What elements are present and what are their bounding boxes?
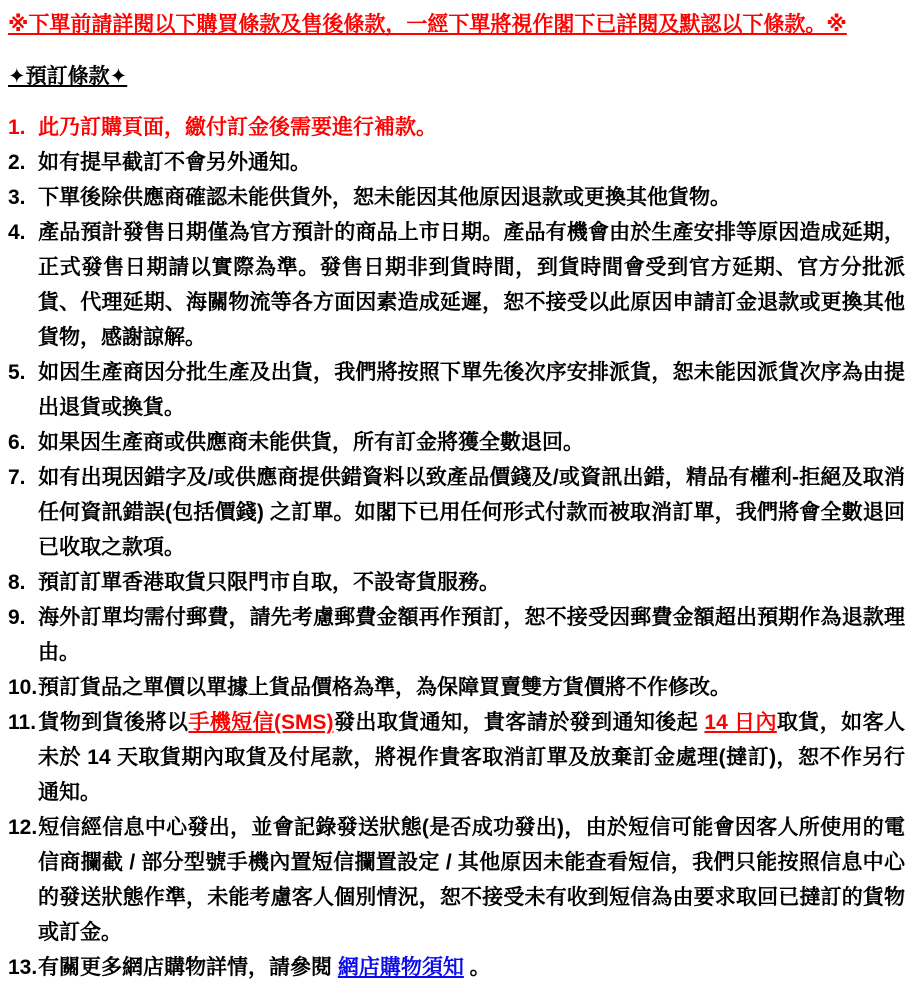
term-item [8, 600, 905, 670]
section-header-preorder-terms: ✦預訂條款✦ [8, 65, 128, 88]
term-item [8, 460, 905, 565]
term-item [8, 705, 905, 810]
term-number: 5. [8, 361, 26, 384]
term-text: 產品預計發售日期僅為官方預計的商品上市日期。產品有機會由於生產安排等原因造成延期，正式發售日期請以實際為準。發售日期非到貨時間，到貨時間會受到官方延期、官方分批派貨、代理延期、海關物流等各方面因素造成延遲，恕不接受以此原因申請訂金退款或更換其他貨物，感謝諒解。 [38, 221, 905, 349]
term-text-container [38, 676, 731, 699]
term-item [8, 670, 905, 705]
term-item [8, 355, 905, 425]
term-text-container [38, 361, 905, 419]
term-text-container [38, 116, 437, 139]
term-item [8, 810, 905, 950]
term-item [8, 425, 905, 460]
term-number: 12. [8, 816, 38, 839]
term-number: 9. [8, 606, 26, 629]
highlighted-term-text: 14 日內 [704, 711, 777, 734]
term-text-container [38, 816, 905, 944]
term-number: 10. [8, 676, 38, 699]
term-text: 此乃訂購頁面，繳付訂金後需要進行補款。 [38, 116, 437, 139]
preorder-terms-document [8, 10, 905, 985]
term-number: 7. [8, 466, 26, 489]
term-text: 。 [463, 956, 491, 979]
store-shopping-guide-link[interactable]: 網店購物須知 [337, 956, 464, 979]
term-item [8, 145, 905, 180]
term-number: 3. [8, 186, 26, 209]
term-number: 13. [8, 956, 38, 979]
term-text: 取貨，如客人未於 14 天取貨期內取貨及付尾款，將視作貴客取消訂單及放棄訂金處理(撻訂)，恕不作另行通知。 [38, 711, 905, 804]
term-item [8, 950, 905, 985]
term-text-container [38, 466, 905, 559]
term-text: 下單後除供應商確認未能供貨外，恕未能因其他原因退款或更換其他貨物。 [38, 186, 731, 209]
term-item [8, 110, 905, 145]
term-text-container [38, 186, 731, 209]
terms-list [8, 110, 905, 985]
term-number: 8. [8, 571, 26, 594]
term-text-container [38, 711, 905, 804]
term-text-container [38, 221, 905, 349]
term-text-container [38, 151, 311, 174]
term-text: 短信經信息中心發出，並會記錄發送狀態(是否成功發出)，由於短信可能會因客人所使用的電信商攔截 / 部分型號手機內置短信攔置設定 / 其他原因未能查看短信，我們只能按照信息中心的發送狀態作準，未能考慮客人個別情況，恕不接受未有收到短信為由要求取回已撻訂的貨物或訂金。 [38, 816, 905, 944]
term-text: 有關更多網店購物詳情，請參閱 [38, 956, 338, 979]
term-text: 海外訂單均需付郵費，請先考慮郵費金額再作預訂，恕不接受因郵費金額超出預期作為退款理由。 [38, 606, 905, 664]
term-text-container [38, 431, 584, 454]
term-item [8, 565, 905, 600]
term-number: 1. [8, 116, 26, 139]
terms-warning-title: ※下單前請詳閱以下購買條款及售後條款，一經下單將視作閣下已詳閱及默認以下條款。※ [8, 13, 847, 36]
term-text: 貨物到貨後將以 [38, 711, 189, 734]
term-text: 預訂貨品之單價以單據上貨品價格為準，為保障買賣雙方貨價將不作修改。 [38, 676, 731, 699]
term-item [8, 180, 905, 215]
highlighted-term-text: 手機短信(SMS) [188, 711, 334, 734]
term-text: 如有出現因錯字及/或供應商提供錯資料以致產品價錢及/或資訊出錯，精品有權利-拒絕及取消任何資訊錯誤(包括價錢) 之訂單。如閣下已用任何形式付款而被取消訂單，我們將會全數退回已收取之款項。 [38, 466, 905, 559]
term-text: 如有提早截訂不會另外通知。 [38, 151, 311, 174]
term-text-container [38, 606, 905, 664]
term-text: 預訂訂單香港取貨只限門市自取，不設寄貨服務。 [38, 571, 500, 594]
term-item [8, 215, 905, 355]
term-text-container [38, 571, 500, 594]
term-text: 如因生產商因分批生產及出貨，我們將按照下單先後次序安排派貨，恕未能因派貨次序為由提出退貨或換貨。 [38, 361, 905, 419]
term-number: 4. [8, 221, 26, 244]
term-number: 11. [8, 711, 37, 734]
term-number: 2. [8, 151, 26, 174]
term-text: 發出取貨通知，貴客請於發到通知後起 [333, 711, 705, 734]
term-number: 6. [8, 431, 26, 454]
term-text: 如果因生產商或供應商未能供貨，所有訂金將獲全數退回。 [38, 431, 584, 454]
term-text-container [38, 956, 491, 979]
